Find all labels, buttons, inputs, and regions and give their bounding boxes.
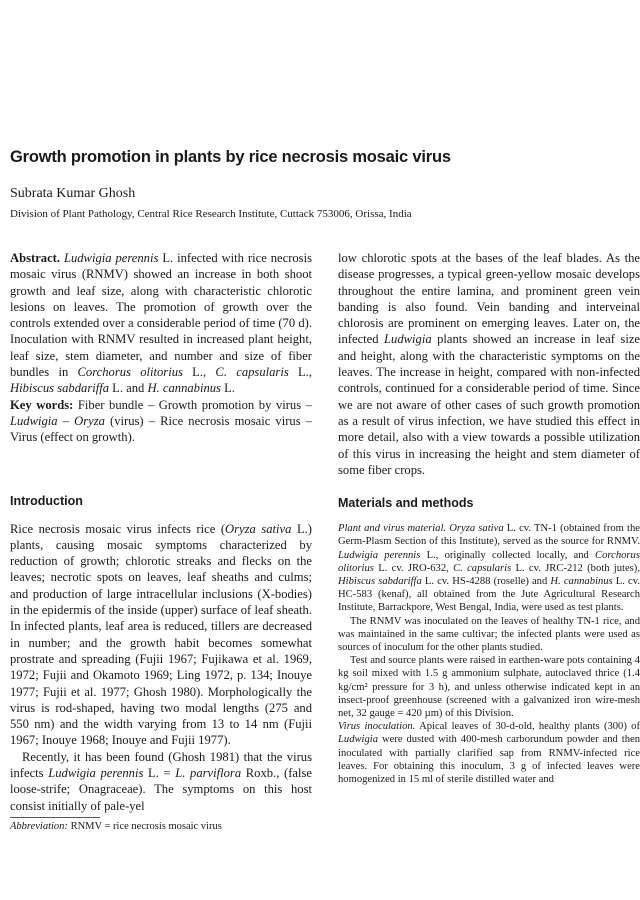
text-run: Apical leaves of 30-d-old, healthy plants (300) of (415, 721, 640, 733)
text-run: H. cannabinus (550, 575, 613, 587)
text-run: Corchorus olitorius (338, 549, 640, 574)
text-run: Ludwigia (338, 734, 379, 746)
text-run: Rice necrosis mosaic virus infects rice ( (10, 521, 226, 536)
text-run: (virus) – Rice necrosis mosaic virus – Virus (effect on growth). (10, 413, 313, 445)
article-title: Growth promotion in plants by rice necrosis mosaic virus (10, 148, 451, 166)
virus-inoculation-paragraph (338, 720, 640, 786)
text-run: Test and source plants were raised in earthen-ware pots containing 4 kg soil mixed with 1.5 g ammonium sulphate, autoclaved thrice (1.4 kg/cm² pressure for 3 h), and unless otherwise indicated kept in an insect-proof greenhouse (screened with a galvanized iron wire-mesh net, 32 gauge = 420 µm) of this Division. (338, 655, 640, 719)
right-column (338, 250, 640, 786)
text-run: Corchorus olitorius (77, 365, 183, 380)
footnote (10, 820, 312, 833)
text-run: plants showed an increase in leaf size and height, along with the characteristic symptoms on the leaves. The increase in height, compared with non-infected controls, continued for a considerable period of time. Since we are not aware of other cases of such growth promotion as a result of virus infection, we have studied this effect in more detail, also with a view towards a possible utilization of this virus in increasing the height and stem diameter of some fiber crops. (338, 332, 640, 477)
introduction-heading: Introduction (10, 493, 83, 508)
footnote-rule (10, 817, 100, 818)
keywords (10, 397, 312, 446)
text-run: Plant and virus material. (338, 523, 447, 535)
introduction-paragraph-1 (10, 521, 312, 749)
text-run: Ludwigia perennis (338, 549, 421, 561)
abstract-text (10, 251, 312, 395)
author-affiliation: Division of Plant Pathology, Central Rice Research Institute, Cuttack 753006, Orissa, India (10, 208, 412, 220)
text-run: were dusted with 400-mesh carborundum powder and then inoculated with partially clarified sap from RNMV-infected rice leaves. For obtaining this inoculum, 3 g of infected leaves were homogenized in 15 ml of sterile distilled water and (338, 734, 640, 786)
text-run: L., originally collected locally, and (420, 549, 596, 561)
author-name: Subrata Kumar Ghosh (10, 186, 136, 201)
text-run: Roxb., (false loose-strife; Onagraceae). The symptoms on this host consist initially of pale-yel (10, 766, 312, 813)
introduction-continued (338, 250, 640, 478)
text-run: C. capsularis (215, 365, 289, 380)
text-run: L. cv. TN-1 (obtained from the Germ-Plasm Section of this Institute), served as the source for RNMV. (338, 523, 640, 548)
text-run: The RNMV was inoculated on the leaves of healthy TN-1 rice, and was maintained in the same cultivar; the infected plants were used as sources of inoculum for the other plants studied. (338, 615, 640, 653)
text-run: low chlorotic spots at the bases of the leaf blades. As the disease progresses, a typical green-yellow mosaic develops throughout the entire lamina, and prominent green vein banding is also found. Vein banding and interveinal chlorosis are prominent on emerging leaves. Later on, the infected (338, 251, 640, 347)
text-run: Ludwigia perennis (48, 766, 144, 781)
left-column (10, 250, 312, 833)
text-run: – (57, 413, 75, 428)
test-plants-paragraph (338, 654, 640, 720)
text-run: H. cannabinus (147, 381, 221, 396)
text-run: Oryza sativa (449, 523, 504, 535)
text-run: L. cv. JRO-632, (373, 562, 454, 574)
text-run: L. cv. HC-583 (kenaf), all obtained from the Jute Agricultural Research Institute, Barrackpore, West Bengal, India, were used as test plants. (338, 575, 640, 614)
text-run: L. (220, 381, 235, 396)
text-run: Fiber bundle – Growth promotion by virus – (73, 397, 312, 412)
text-run: Ludwigia perennis (63, 251, 159, 265)
abstract-label: Abstract. (10, 251, 61, 265)
footnote-label: Abbreviation: (10, 820, 68, 832)
text-run: Oryza (74, 413, 105, 428)
text-run: Oryza sativa (225, 521, 292, 536)
footnote-text: RNMV = rice necrosis mosaic virus (67, 820, 222, 832)
text-run: C. capsularis (453, 562, 512, 574)
text-run: L. parviflora (175, 766, 242, 781)
text-run: Hibiscus sabdariffa (10, 381, 110, 396)
text-run: Hibiscus sabdariffa (338, 575, 422, 587)
text-run: L. cv. JRC-212 (both jutes), (511, 562, 640, 574)
rnmv-maintenance-paragraph (338, 615, 640, 655)
text-run: L. and (109, 381, 148, 396)
text-run: Ludwigia (384, 332, 432, 347)
plant-virus-material-paragraph (338, 522, 640, 614)
text-run: Recently, it has been found (Ghosh 1981) that the virus infects (10, 749, 312, 781)
text-run: L., (182, 365, 216, 380)
introduction-paragraph-2 (10, 749, 312, 814)
text-run: L. cv. HS-4288 (roselle) and (421, 575, 551, 587)
text-run: L.) plants, causing mosaic symptoms characterized by reduction of growth; chlorotic streaks and flecks on the leaves; necrotic spots on leaves, leaf sheaths and culms; and production of large intracellular inclusions (X-bodies) in the epidermis of the inside (upper) surface of leaf sheath. In infected plants, leaf area is reduced, tillers are decreased in number; and the growth habit becomes somewhat prostrate and spreading (Fujii 1967; Fujikawa et al. 1969, 1972; Fujii and Okamoto 1969; Ling 1972, p. 134; Inouye 1977; Fujii et al. 1977; Ghosh 1980). Morphologically the virus is rod-shaped, having two modal lengths (275 and 550 nm) and the width varying from 13 to 14 nm (Fujii 1967; Inouye 1968; Inouye and Fujii 1977). (10, 521, 313, 748)
abstract (10, 250, 312, 397)
text-run: L., (288, 365, 312, 380)
text-run: L. = (143, 766, 176, 781)
keywords-label: Key words: (10, 397, 74, 412)
materials-methods-heading: Materials and methods (338, 496, 474, 511)
text-run: L. infected with rice necrosis mosaic virus (RNMV) showed an increase in both shoot growth and leaf size, along with characteristic chlorotic lesions on leaves. The promotion of growth over the controls extended over a considerable period of time (70 d). Inoculation with RNMV resulted in increased plant height, leaf size, stem diameter, and number and size of fiber bundles in (10, 251, 312, 380)
text-run: Ludwigia (10, 413, 58, 428)
text-run: Virus inoculation. (338, 721, 416, 733)
